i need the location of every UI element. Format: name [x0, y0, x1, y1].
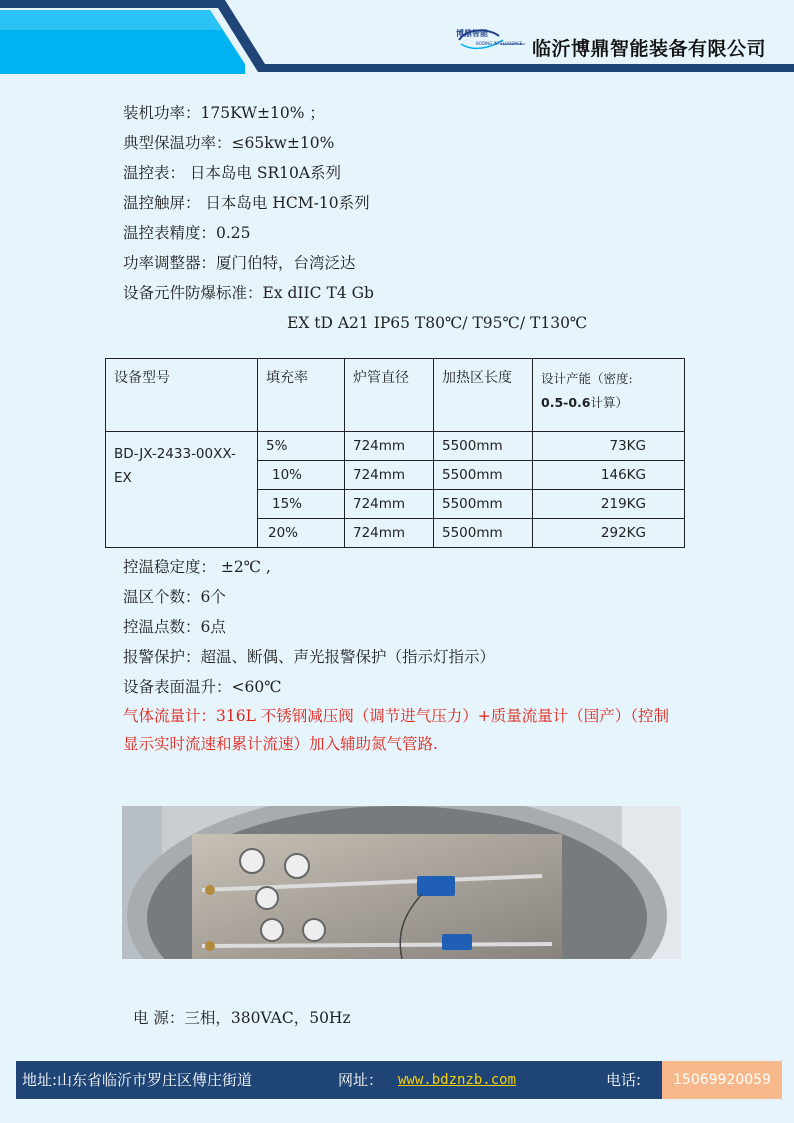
- spec-line: 装机功率：175KW±10% ；: [123, 104, 325, 122]
- spec-line: 报警保护：超温、断偶、声光报警保护（指示灯指示）: [123, 648, 496, 666]
- spec-line: 温控表： 日本岛电 SR10A系列: [123, 164, 342, 182]
- fill-cell: 10%: [258, 461, 345, 490]
- spec-list: [123, 98, 723, 338]
- spec-line: 控温点数：6点: [123, 618, 226, 636]
- spec-line: 典型保温功率：≤65kw±10%: [123, 134, 335, 152]
- diameter-cell: 724mm: [345, 432, 434, 461]
- fill-cell: 5%: [258, 432, 345, 461]
- length-cell: 5500mm: [434, 519, 533, 548]
- fill-cell: 20%: [258, 519, 345, 548]
- diameter-cell: 724mm: [345, 519, 434, 548]
- footer-address: 地址:山东省临沂市罗庄区傅庄街道: [22, 1071, 253, 1089]
- capacity-cell: 146KG: [533, 461, 685, 490]
- header-capacity: [533, 359, 685, 432]
- footer-phone-label: 电话:: [606, 1071, 642, 1089]
- length-cell: 5500mm: [434, 432, 533, 461]
- footer-phone: 15069920059: [662, 1061, 782, 1099]
- gas-flow-note: 气体流量计：316L 不锈钢减压阀（调节进气压力）+质量流量计（国产）（控制显示实时流速和累计流速）加入辅助氮气管路.: [123, 707, 670, 753]
- capacity-cell: 292KG: [533, 519, 685, 548]
- spec-line: 设备元件防爆标准：Ex dIIC T4 Gb: [123, 284, 374, 302]
- spec-line: 温控触屏： 日本岛电 HCM-10系列: [123, 194, 370, 212]
- footer-website-label: 网址：: [338, 1071, 384, 1089]
- website-link[interactable]: www.bdznzb.com: [398, 1072, 517, 1088]
- spec-list-2: [123, 552, 683, 758]
- capacity-cell: 73KG: [533, 432, 685, 461]
- table-header-row: [106, 359, 685, 432]
- length-cell: 5500mm: [434, 461, 533, 490]
- capacity-header-line: 设计产能（密度:: [541, 371, 633, 386]
- logo-text: 博鼎智能: [456, 29, 488, 38]
- header-model: 设备型号: [106, 359, 258, 432]
- capacity-density: 0.5-0.6: [541, 395, 591, 410]
- diameter-cell: 724mm: [345, 490, 434, 519]
- fill-cell: 15%: [258, 490, 345, 519]
- capacity-header-tail: 计算）: [590, 395, 628, 410]
- capacity-table: [105, 358, 685, 548]
- spec-line: 设备表面温升：<60℃: [123, 678, 282, 696]
- header-fill-rate: 填充率: [258, 359, 345, 432]
- model-cell: BD-JX-2433-00XX-EX: [106, 432, 258, 548]
- spec-line-continued: EX tD A21 IP65 T80℃/ T95℃/ T130℃: [287, 314, 588, 332]
- diameter-cell: 724mm: [345, 461, 434, 490]
- header-heating-length: 加热区长度: [434, 359, 533, 432]
- footer-bar: [16, 1061, 782, 1099]
- power-supply: 电 源：三相，380VAC，50Hz: [133, 1009, 351, 1027]
- spec-line: 温控表精度：0.25: [123, 224, 251, 242]
- logo-subtext: BODING INTELLIGENCE: [476, 41, 523, 46]
- spec-line: 控温稳定度： ±2℃ ,: [123, 558, 271, 576]
- table-row: [106, 432, 685, 461]
- header-diameter: 炉管直径: [345, 359, 434, 432]
- gas-panel-photo: [122, 806, 681, 959]
- spec-line: 温区个数：6个: [123, 588, 226, 606]
- company-name: 临沂博鼎智能装备有限公司: [532, 38, 767, 60]
- length-cell: 5500mm: [434, 490, 533, 519]
- spec-line: 功率调整器：厦门伯特，台湾泛达: [123, 254, 356, 272]
- capacity-cell: 219KG: [533, 490, 685, 519]
